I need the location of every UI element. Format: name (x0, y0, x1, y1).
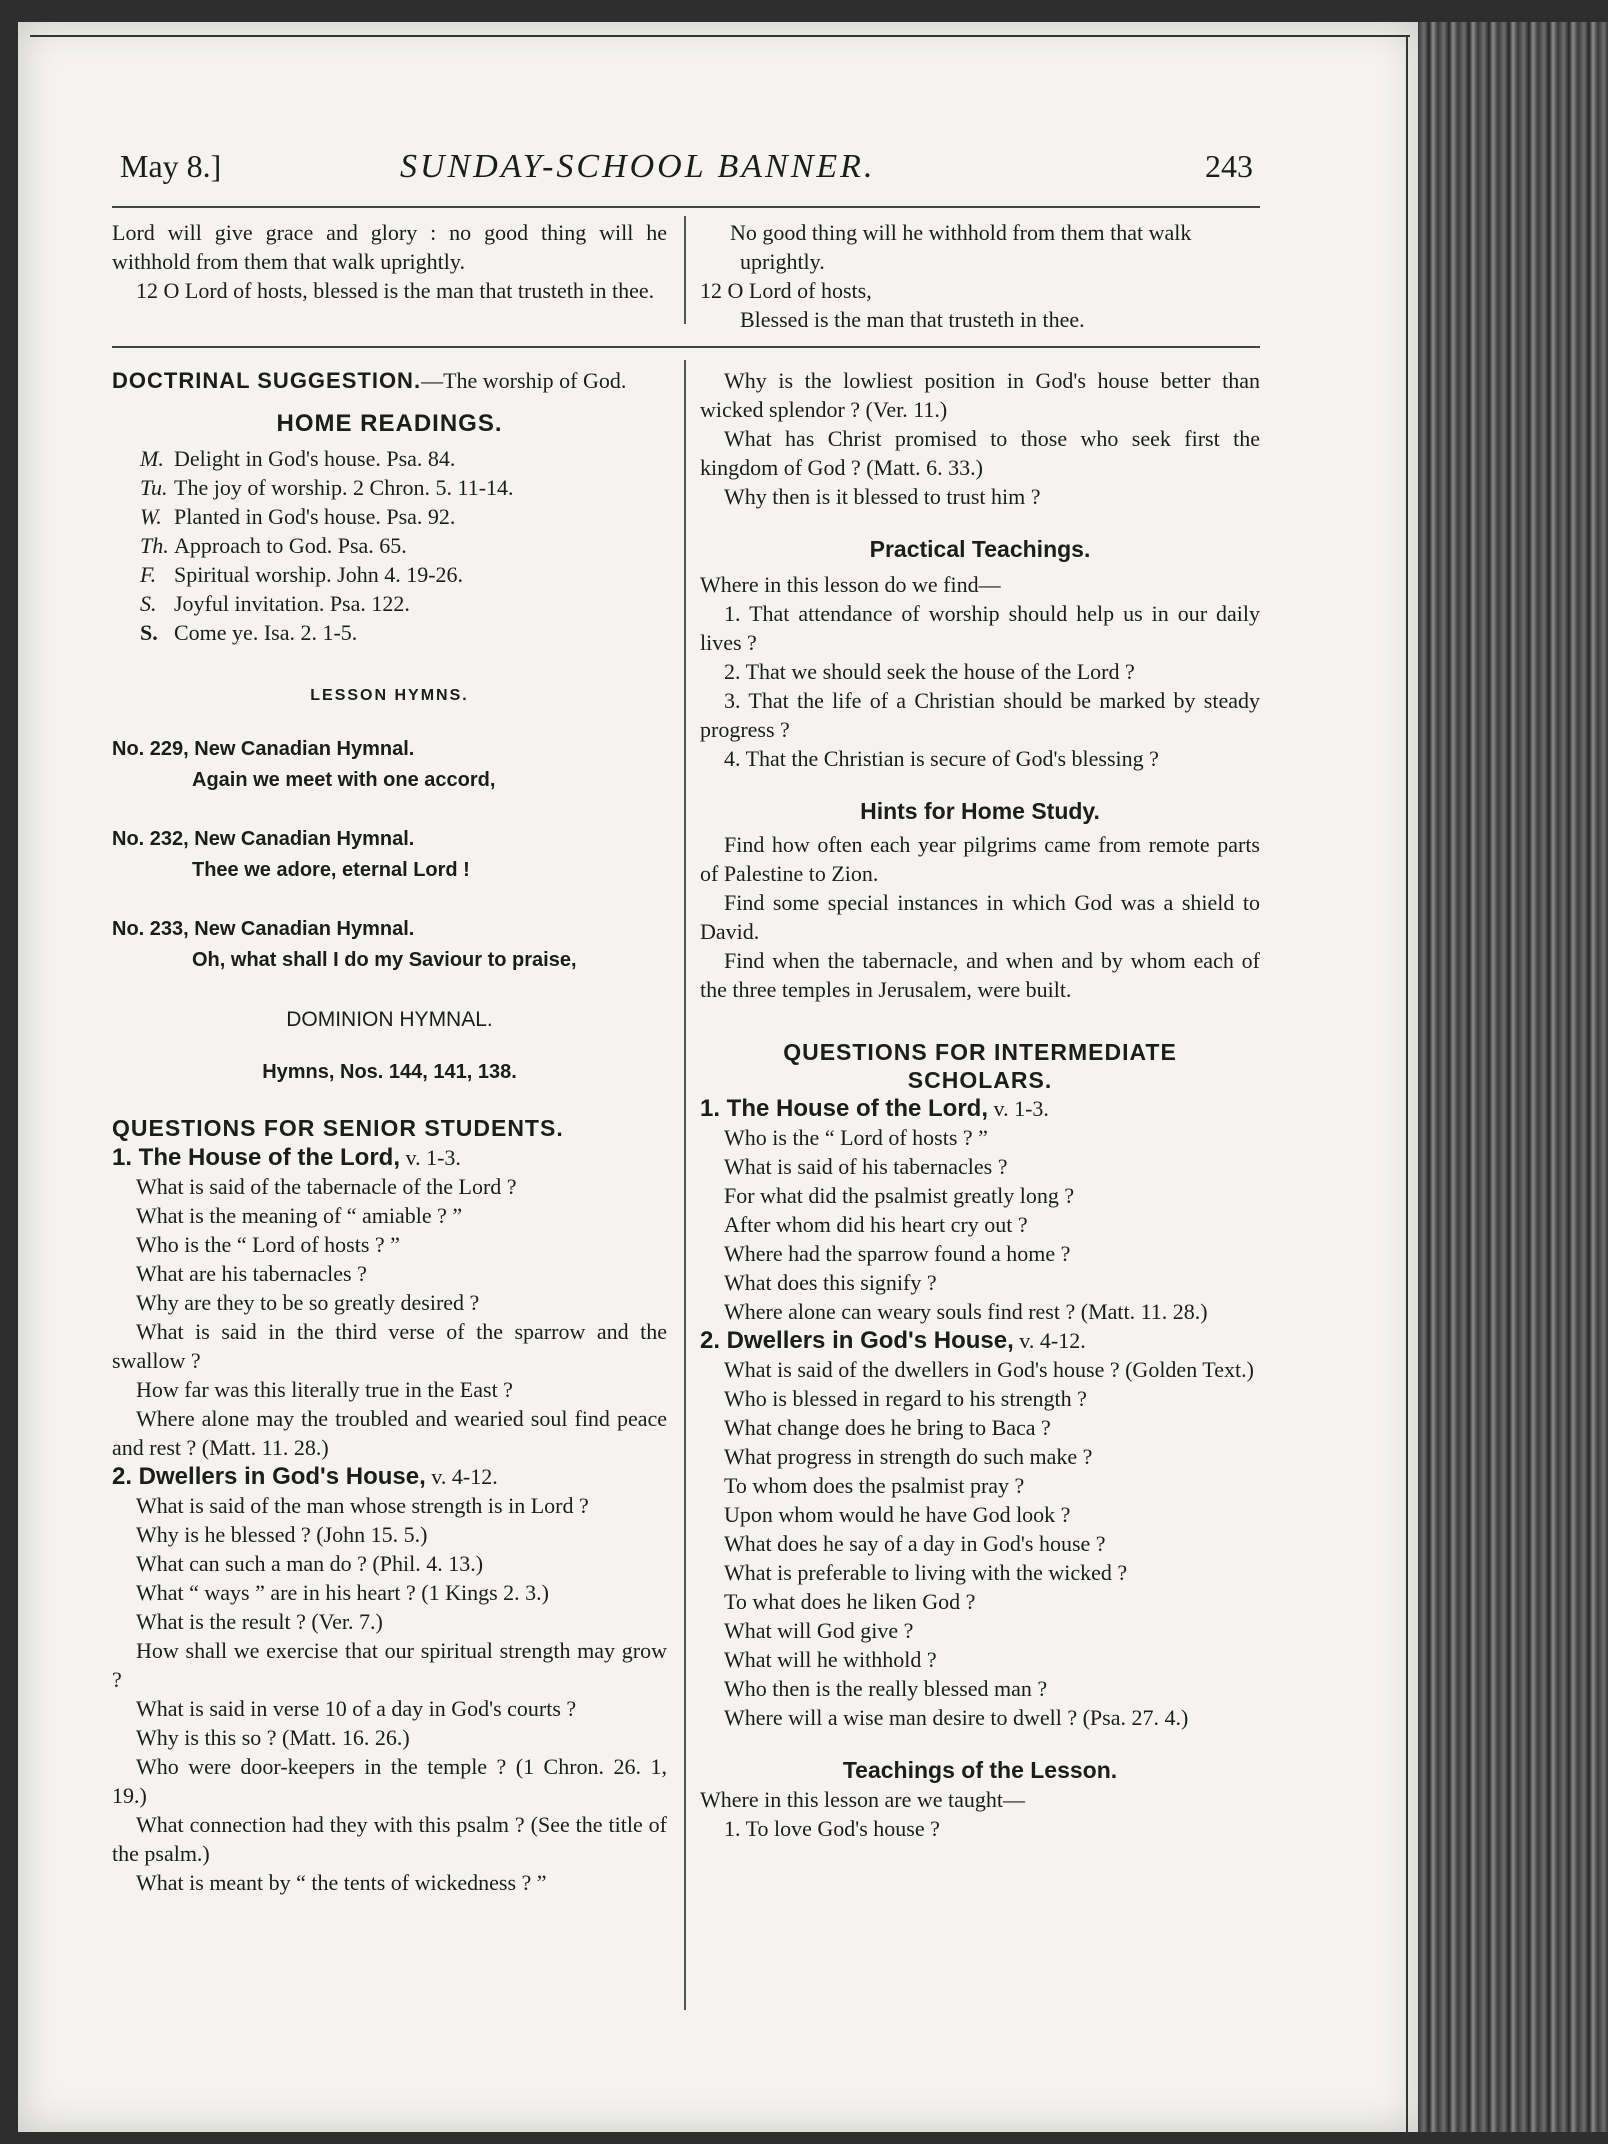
verses-rule (112, 346, 1260, 348)
intermediate-title-2: SCHOLARS. (907, 1067, 1053, 1093)
question: To whom does the psalmist pray ? (724, 1473, 1025, 1498)
question: Who then is the really blessed man ? (724, 1676, 1048, 1701)
hints-list (700, 830, 1260, 1004)
lesson-hymns-title: LESSON HYMNS. (310, 687, 469, 704)
question: What is said of the dwellers in God's house ? (Golden Text.) (724, 1357, 1254, 1382)
verse-line: Blessed is the man that trusteth in thee. (740, 307, 1085, 332)
intermediate-section-2-heading (700, 1326, 1260, 1355)
practical-list (700, 599, 1260, 773)
question: Who is the “ Lord of hosts ? ” (724, 1125, 988, 1150)
question: Why is he blessed ? (John 15. 5.) (136, 1522, 428, 1547)
question: What progress in strength do such make ? (724, 1444, 1093, 1469)
question: What is said of the tabernacle of the Lord ? (136, 1174, 517, 1199)
section-heading: 2. Dwellers in God's House, (112, 1463, 426, 1490)
question: What connection had they with this psalm ? (See the title of the psalm.) (112, 1812, 667, 1866)
reading-item (140, 560, 667, 589)
question: What does this signify ? (724, 1270, 937, 1295)
reading-item (140, 502, 667, 531)
question: What has Christ promised to those who seek first the kingdom of God ? (Matt. 6. 33.) (700, 426, 1260, 480)
reading-text: Spiritual worship. John 4. 19-26. (174, 562, 464, 587)
reading-day: F. (140, 562, 157, 587)
question: Why are they to be so greatly desired ? (136, 1290, 480, 1315)
senior-section-1-questions (112, 1172, 667, 1462)
practical-item: 2. That we should seek the house of the Lord ? (724, 659, 1135, 684)
question: What will God give ? (724, 1618, 914, 1643)
reading-text: The joy of worship. 2 Chron. 5. 11-14. (174, 475, 514, 500)
hymn-line: Again we meet with one accord, (192, 769, 496, 791)
question: What is preferable to living with the wicked ? (724, 1560, 1128, 1585)
reading-day: S. (140, 591, 157, 616)
reading-text: Approach to God. Psa. 65. (174, 533, 407, 558)
reading-item (140, 589, 667, 618)
verse-line: 12 O Lord of hosts, (700, 278, 872, 303)
question: Who is the “ Lord of hosts ? ” (136, 1232, 400, 1257)
reading-day: W. (140, 504, 162, 529)
page-header (120, 148, 1270, 198)
header-date: May 8.] (120, 148, 222, 184)
section-heading: 2. Dwellers in God's House, (700, 1327, 1014, 1354)
question: For what did the psalmist greatly long ? (724, 1183, 1075, 1208)
question: Where had the sparrow found a home ? (724, 1241, 1071, 1266)
column-divider-top (684, 216, 686, 324)
question: What is the meaning of “ amiable ? ” (136, 1203, 463, 1228)
question: Why then is it blessed to trust him ? (724, 484, 1041, 509)
left-column (112, 366, 667, 1897)
frame-top-line (30, 35, 1410, 37)
reading-item (140, 444, 667, 473)
senior-section-2-heading (112, 1462, 667, 1491)
doctrinal-suggestion (112, 366, 667, 395)
dominion-hymnal-title: DOMINION HYMNAL. (286, 1008, 493, 1031)
question: What is said in verse 10 of a day in God's courts ? (136, 1696, 577, 1721)
hymn-number: No. 229, New Canadian Hymnal. (112, 738, 415, 760)
question: Why is this so ? (Matt. 16. 26.) (136, 1725, 410, 1750)
question: Upon whom would he have God look ? (724, 1502, 1071, 1527)
question: Where alone may the troubled and wearied soul find peace and rest ? (Matt. 11. 28.) (112, 1406, 667, 1460)
hymn-line: Thee we adore, eternal Lord ! (192, 859, 470, 881)
reading-item (140, 473, 667, 502)
question: What is meant by “ the tents of wickedness ? ” (136, 1870, 547, 1895)
teachings-intro: Where in this lesson are we taught— (700, 1787, 1026, 1812)
hymn-number: No. 233, New Canadian Hymnal. (112, 918, 415, 940)
column-divider (684, 360, 686, 2010)
header-rule (112, 206, 1260, 208)
question: What is said of the man whose strength is in Lord ? (136, 1493, 589, 1518)
doctrinal-label: DOCTRINAL SUGGESTION. (112, 368, 422, 393)
practical-item: 1. That attendance of worship should help us in our daily lives ? (700, 601, 1260, 655)
section-ref: v. 4-12. (1013, 1328, 1086, 1353)
header-title: SUNDAY-SCHOOL BANNER. (400, 148, 876, 185)
section-ref: v. 1-3. (988, 1096, 1049, 1121)
reading-text: Planted in God's house. Psa. 92. (174, 504, 456, 529)
intermediate-section-1-questions (700, 1123, 1260, 1326)
hints-title: Hints for Home Study. (860, 798, 1100, 824)
question: What is said of his tabernacles ? (724, 1154, 1008, 1179)
intro-questions (700, 366, 1260, 511)
page-edges (1418, 22, 1608, 2132)
question: Who were door-keepers in the temple ? (1 Chron. 26. 1, 19.) (112, 1754, 667, 1808)
intermediate-section-2-questions (700, 1355, 1260, 1732)
practical-intro: Where in this lesson do we find— (700, 572, 1001, 597)
reading-text: Delight in God's house. Psa. 84. (174, 446, 456, 471)
right-column (700, 366, 1260, 1843)
reading-day: S. (140, 620, 158, 645)
question: Why is the lowliest position in God's house better than wicked splendor ? (Ver. 11.) (700, 368, 1260, 422)
reading-day: Tu. (140, 475, 168, 500)
home-readings-list (112, 444, 667, 647)
practical-item: 3. That the life of a Christian should be marked by steady progress ? (700, 688, 1260, 742)
question: What will he withhold ? (724, 1647, 937, 1672)
section-heading: 1. The House of the Lord, (700, 1095, 989, 1122)
teachings-title: Teachings of the Lesson. (842, 1757, 1118, 1783)
top-verses-right (700, 218, 1260, 334)
hint-item: Find when the tabernacle, and when and by whom each of the three temples in Jerusalem, were built. (700, 948, 1260, 1002)
top-verses-left (112, 218, 667, 305)
doctrinal-text: —The worship of God. (421, 368, 627, 393)
question: What are his tabernacles ? (136, 1261, 367, 1286)
hint-item: Find how often each year pilgrims came from remote parts of Palestine to Zion. (700, 832, 1260, 886)
hint-item: Find some special instances in which God was a shield to David. (700, 890, 1260, 944)
page-number: 243 (1205, 148, 1253, 184)
practical-item: 4. That the Christian is secure of God's blessing ? (724, 746, 1159, 771)
reading-text: Come ye. Isa. 2. 1-5. (174, 620, 358, 645)
senior-questions-title: QUESTIONS FOR SENIOR STUDENTS. (112, 1115, 564, 1141)
question: What does he say of a day in God's house ? (724, 1531, 1106, 1556)
hymn-number: No. 232, New Canadian Hymnal. (112, 828, 415, 850)
verse-line: Lord will give grace and glory : no good thing will he withhold from them that walk uprightly. (112, 220, 667, 274)
question: What is said in the third verse of the sparrow and the swallow ? (112, 1319, 667, 1373)
question: Where will a wise man desire to dwell ? (Psa. 27. 4.) (724, 1705, 1189, 1730)
question: Who is blessed in regard to his strength ? (724, 1386, 1087, 1411)
section-ref: v. 4-12. (425, 1464, 498, 1489)
section-ref: v. 1-3. (400, 1145, 461, 1170)
reading-day: Th. (140, 533, 169, 558)
question: To what does he liken God ? (724, 1589, 976, 1614)
question: After whom did his heart cry out ? (724, 1212, 1028, 1237)
question: What “ ways ” are in his heart ? (1 Kings 2. 3.) (136, 1580, 549, 1605)
question: How shall we exercise that our spiritual strength may grow ? (112, 1638, 667, 1692)
dominion-hymnal-line: Hymns, Nos. 144, 141, 138. (262, 1061, 517, 1083)
question: Where alone can weary souls find rest ? (Matt. 11. 28.) (724, 1299, 1208, 1324)
senior-section-1-heading (112, 1143, 667, 1172)
lesson-hymns-list (112, 734, 667, 1088)
reading-text: Joyful invitation. Psa. 122. (174, 591, 410, 616)
senior-section-2-questions (112, 1491, 667, 1897)
verse-line: 12 O Lord of hosts, blessed is the man that trusteth in thee. (136, 278, 655, 303)
reading-item (140, 618, 667, 647)
intermediate-section-1-heading (700, 1094, 1260, 1123)
question: How far was this literally true in the East ? (136, 1377, 513, 1402)
reading-day: M. (140, 446, 164, 471)
question: What change does he bring to Baca ? (724, 1415, 1051, 1440)
question: What is the result ? (Ver. 7.) (136, 1609, 383, 1634)
hymn-line: Oh, what shall I do my Saviour to praise, (192, 949, 577, 971)
teachings-item: 1. To love God's house ? (724, 1816, 940, 1841)
practical-teachings-title: Practical Teachings. (869, 536, 1091, 562)
frame-right-line (1406, 35, 1408, 2135)
verse-line: No good thing will he withhold from them that walk uprightly. (730, 220, 1192, 274)
reading-item (140, 531, 667, 560)
intermediate-title-1: QUESTIONS FOR INTERMEDIATE (783, 1039, 1177, 1065)
home-readings-title: HOME READINGS. (276, 410, 503, 437)
question: What can such a man do ? (Phil. 4. 13.) (136, 1551, 484, 1576)
section-heading: 1. The House of the Lord, (112, 1144, 401, 1171)
